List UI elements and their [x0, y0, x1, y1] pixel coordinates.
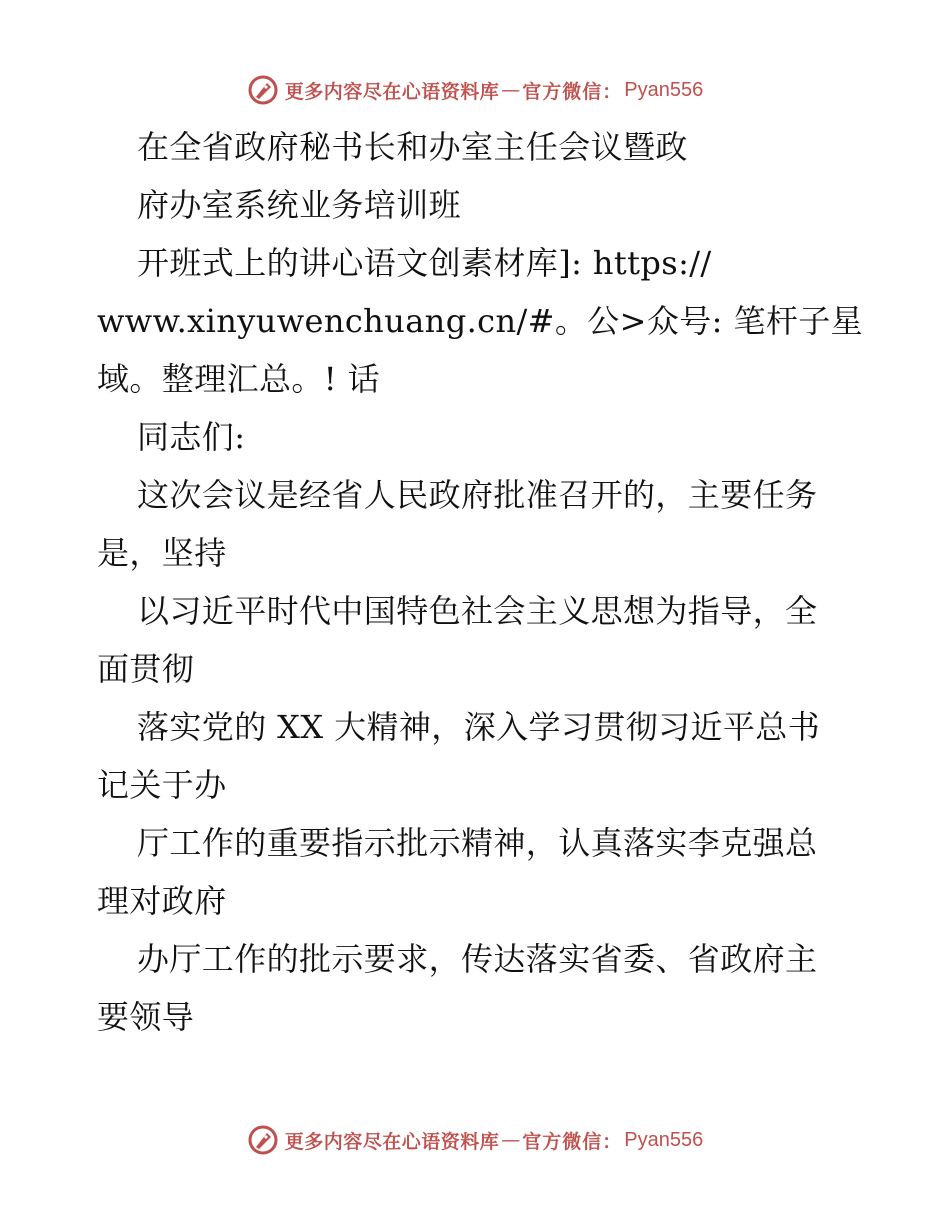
document-line: 要领导: [97, 998, 195, 1036]
watermark-separator: —: [501, 1129, 521, 1151]
watermark-contact-label: 官方微信：: [522, 1130, 623, 1153]
watermark-contact-value: Pyan556: [624, 78, 704, 101]
document-line: 是，坚持: [97, 534, 227, 572]
document-line: 落实党的 XX 大精神，深入学习贯彻习近平总书: [137, 708, 821, 746]
document-line: 记关于办: [97, 766, 227, 804]
document-line: www.xinyuwenchuang.cn/#。公>众号: 笔杆子星: [97, 302, 864, 340]
document-line: 面贯彻: [97, 650, 195, 688]
document-line: 同志们:: [137, 418, 246, 456]
document-line: 开班式上的讲心语文创素材库]: https://: [137, 244, 712, 282]
document-line: 理对政府: [97, 882, 227, 920]
header-watermark-banner: [0, 70, 950, 110]
document-line: 办厅工作的批示要求，传达落实省委、省政府主: [137, 940, 818, 978]
document-line: 域。整理汇总。! 话: [97, 360, 381, 398]
watermark-brand-text: 更多内容尽在心语资料库: [284, 1130, 500, 1153]
watermark-separator: —: [501, 79, 521, 101]
document-line: 以习近平时代中国特色社会主义思想为指导，全: [137, 592, 818, 630]
pen-nib-circle-icon: [247, 74, 279, 106]
document-line: 这次会议是经省人民政府批准召开的，主要任务: [137, 476, 818, 514]
document-body: [97, 118, 867, 1046]
document-line: 厅工作的重要指示批示精神，认真落实李克强总: [137, 824, 818, 862]
pen-nib-circle-icon: [247, 1124, 279, 1156]
watermark-brand-text: 更多内容尽在心语资料库: [284, 80, 500, 103]
document-line: 府办室系统业务培训班: [137, 186, 462, 224]
watermark-contact-value: Pyan556: [624, 1128, 704, 1151]
watermark-contact-label: 官方微信：: [522, 80, 623, 103]
document-line: 在全省政府秘书长和办室主任会议暨政: [137, 128, 688, 166]
footer-watermark-banner: [0, 1120, 950, 1160]
